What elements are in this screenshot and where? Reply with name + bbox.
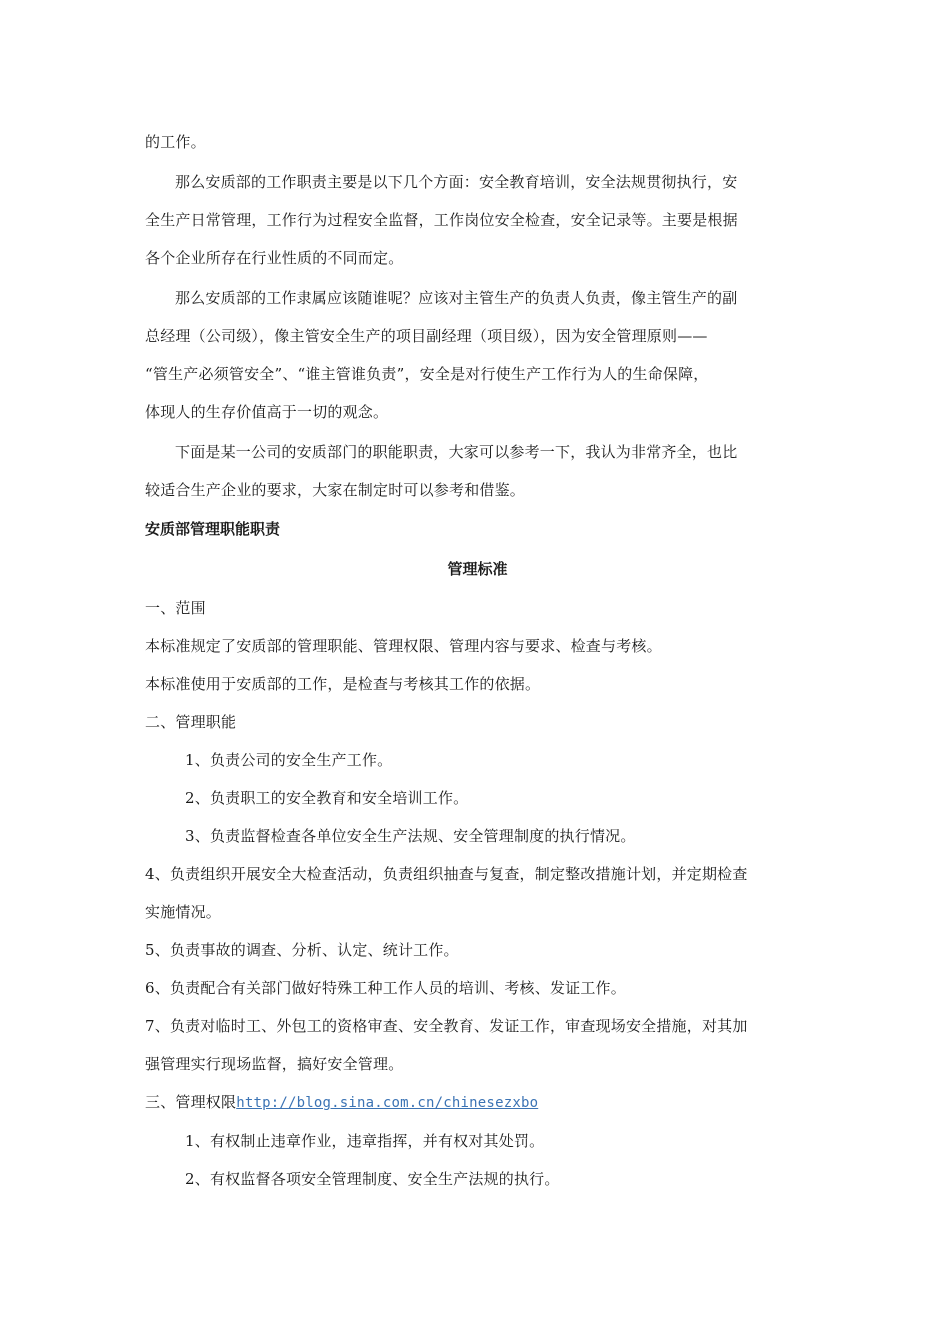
text-line: 实施情况。 <box>145 903 222 921</box>
authority-item: 1、有权制止违章作业，违章指挥，并有权对其处罚。 <box>185 1132 545 1150</box>
scope-line: 本标准规定了安质部的管理职能、管理权限、管理内容与要求、检查与考核。 <box>145 637 662 655</box>
paragraph-reference <box>145 433 810 509</box>
text-line: 全生产日常管理，工作行为过程安全监督，工作岗位安全检查，安全记录等。主要是根据 <box>145 211 738 229</box>
section-title-functions: 二、管理职能 <box>145 713 237 731</box>
text-line: 7、负责对临时工、外包工的资格审查、安全教育、发证工作，审查现场安全措施，对其加 <box>145 1017 748 1035</box>
function-item: 1、负责公司的安全生产工作。 <box>185 751 393 769</box>
authority-item: 2、有权监督各项安全管理制度、安全生产法规的执行。 <box>185 1170 560 1188</box>
scope-line: 本标准使用于安质部的工作，是检查与考核其工作的依据。 <box>145 675 541 693</box>
function-item: 5、负责事故的调查、分析、认定、统计工作。 <box>145 941 459 959</box>
document-body <box>145 123 810 1198</box>
text-line: 那么安质部的工作隶属应该随谁呢？应该对主管生产的负责人负责，像主管生产的副 <box>175 289 738 307</box>
paragraph-tail: 的工作。 <box>145 133 206 151</box>
function-item: 3、负责监督检查各单位安全生产法规、安全管理制度的执行情况。 <box>185 827 636 845</box>
authority-title-text: 三、管理权限 <box>145 1093 237 1111</box>
document-title: 管理标准 <box>447 560 508 578</box>
blog-link[interactable]: http://blog.sina.com.cn/chinesezxbo <box>236 1095 539 1111</box>
text-line: 4、负责组织开展安全大检查活动，负责组织抽查与复查，制定整改措施计划，并定期检查 <box>145 865 748 883</box>
text-line: 体现人的生存价值高于一切的观念。 <box>145 403 389 421</box>
paragraph-reporting <box>145 279 810 431</box>
section-title-authority <box>145 1083 810 1122</box>
text-line: 下面是某一公司的安质部门的职能职责，大家可以参考一下，我认为非常齐全，也比 <box>175 443 738 461</box>
text-line: 总经理（公司级），像主管安全生产的项目副经理（项目级），因为安全管理原则—— <box>145 327 708 345</box>
section-title-scope: 一、范围 <box>145 599 206 617</box>
function-item: 2、负责职工的安全教育和安全培训工作。 <box>185 789 469 807</box>
text-line: 强管理实行现场监督，搞好安全管理。 <box>145 1055 404 1073</box>
text-line: “管生产必须管安全”、“谁主管谁负责”，安全是对行使生产工作行为人的生命保障， <box>145 365 709 383</box>
function-item <box>145 1007 810 1083</box>
text-line: 各个企业所存在行业性质的不同而定。 <box>145 249 404 267</box>
function-item <box>145 855 810 931</box>
section-heading: 安质部管理职能职责 <box>145 520 281 538</box>
function-item: 6、负责配合有关部门做好特殊工种工作人员的培训、考核、发证工作。 <box>145 979 626 997</box>
text-line: 那么安质部的工作职责主要是以下几个方面：安全教育培训，安全法规贯彻执行，安 <box>175 173 738 191</box>
paragraph-duties <box>145 163 810 277</box>
text-line: 较适合生产企业的要求，大家在制定时可以参考和借鉴。 <box>145 481 526 499</box>
